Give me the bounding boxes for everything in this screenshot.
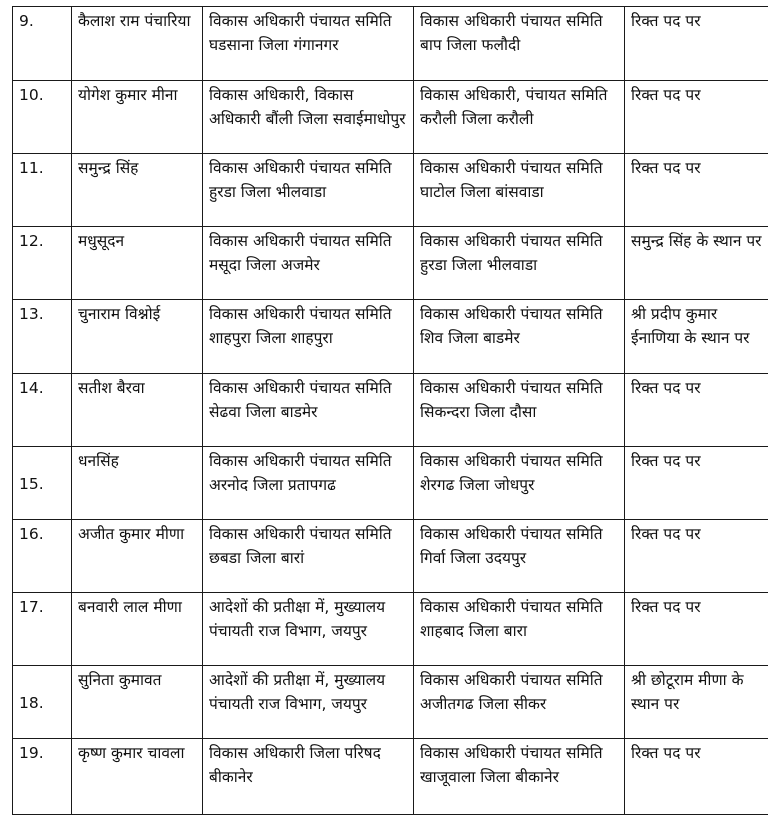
- table-row: [13, 7, 768, 81]
- remark-cell: रिक्त पद पर: [625, 154, 768, 227]
- officer-name-cell: धनसिंह: [72, 447, 203, 520]
- new-posting-cell: विकास अधिकारी पंचायत समिति सिकन्दरा जिला दौसा: [414, 374, 625, 447]
- table-row: [13, 666, 768, 739]
- table-row: [13, 227, 768, 300]
- transfer-order-table: [12, 6, 768, 815]
- current-posting-cell: विकास अधिकारी पंचायत समिति हुरडा जिला भीलवाडा: [203, 154, 414, 227]
- new-posting-cell: विकास अधिकारी पंचायत समिति अजीतगढ जिला सीकर: [414, 666, 625, 739]
- new-posting-cell: विकास अधिकारी पंचायत समिति शाहबाद जिला बारा: [414, 593, 625, 666]
- officer-name-cell: सुनिता कुमावत: [72, 666, 203, 739]
- officer-name-cell: बनवारी लाल मीणा: [72, 593, 203, 666]
- current-posting-cell: विकास अधिकारी पंचायत समिति मसूदा जिला अजमेर: [203, 227, 414, 300]
- remark-cell: श्री छोटूराम मीणा के स्थान पर: [625, 666, 768, 739]
- remark-cell: श्री प्रदीप कुमार ईनाणिया के स्थान पर: [625, 300, 768, 374]
- serial-number-cell: 11.: [13, 154, 72, 227]
- table-row: [13, 447, 768, 520]
- serial-number-cell: 9.: [13, 7, 72, 81]
- new-posting-cell: विकास अधिकारी, पंचायत समिति करौली जिला करौली: [414, 81, 625, 154]
- remark-cell: रिक्त पद पर: [625, 447, 768, 520]
- remark-cell: रिक्त पद पर: [625, 739, 768, 815]
- serial-number-cell: 16.: [13, 520, 72, 593]
- serial-number-cell: 10.: [13, 81, 72, 154]
- officer-name-cell: सतीश बैरवा: [72, 374, 203, 447]
- current-posting-cell: आदेशों की प्रतीक्षा में, मुख्यालय पंचायती राज विभाग, जयपुर: [203, 666, 414, 739]
- remark-cell: रिक्त पद पर: [625, 7, 768, 81]
- current-posting-cell: विकास अधिकारी पंचायत समिति छबडा जिला बारां: [203, 520, 414, 593]
- new-posting-cell: विकास अधिकारी पंचायत समिति गिर्वा जिला उदयपुर: [414, 520, 625, 593]
- officer-name-cell: योगेश कुमार मीना: [72, 81, 203, 154]
- table-row: [13, 81, 768, 154]
- serial-number-cell: 17.: [13, 593, 72, 666]
- officer-name-cell: कैलाश राम पंचारिया: [72, 7, 203, 81]
- serial-number-cell: 19.: [13, 739, 72, 815]
- new-posting-cell: विकास अधिकारी पंचायत समिति घाटोल जिला बांसवाडा: [414, 154, 625, 227]
- serial-number-cell: 15.: [13, 447, 72, 520]
- new-posting-cell: विकास अधिकारी पंचायत समिति शिव जिला बाडमेर: [414, 300, 625, 374]
- remark-cell: रिक्त पद पर: [625, 520, 768, 593]
- serial-number-cell: 14.: [13, 374, 72, 447]
- table-row: [13, 374, 768, 447]
- serial-number-cell: 12.: [13, 227, 72, 300]
- new-posting-cell: विकास अधिकारी पंचायत समिति बाप जिला फलौदी: [414, 7, 625, 81]
- current-posting-cell: विकास अधिकारी पंचायत समिति सेढवा जिला बाडमेर: [203, 374, 414, 447]
- remark-cell: रिक्त पद पर: [625, 374, 768, 447]
- officer-name-cell: चुनाराम विश्नोई: [72, 300, 203, 374]
- new-posting-cell: विकास अधिकारी पंचायत समिति शेरगढ जिला जोधपुर: [414, 447, 625, 520]
- serial-number-cell: 18.: [13, 666, 72, 739]
- officer-name-cell: मधुसूदन: [72, 227, 203, 300]
- new-posting-cell: विकास अधिकारी पंचायत समिति हुरडा जिला भीलवाडा: [414, 227, 625, 300]
- officer-name-cell: समुन्द्र सिंह: [72, 154, 203, 227]
- transfer-table-body: [13, 7, 768, 815]
- remark-cell: रिक्त पद पर: [625, 593, 768, 666]
- table-row: [13, 520, 768, 593]
- serial-number-cell: 13.: [13, 300, 72, 374]
- table-row: [13, 300, 768, 374]
- current-posting-cell: आदेशों की प्रतीक्षा में, मुख्यालय पंचायती राज विभाग, जयपुर: [203, 593, 414, 666]
- current-posting-cell: विकास अधिकारी पंचायत समिति अरनोद जिला प्रतापगढ: [203, 447, 414, 520]
- new-posting-cell: विकास अधिकारी पंचायत समिति खाजूवाला जिला बीकानेर: [414, 739, 625, 815]
- current-posting-cell: विकास अधिकारी, विकास अधिकारी बौंली जिला सवाईमाधोपुर: [203, 81, 414, 154]
- current-posting-cell: विकास अधिकारी जिला परिषद बीकानेर: [203, 739, 414, 815]
- table-row: [13, 739, 768, 815]
- officer-name-cell: कृष्ण कुमार चावला: [72, 739, 203, 815]
- current-posting-cell: विकास अधिकारी पंचायत समिति शाहपुरा जिला शाहपुरा: [203, 300, 414, 374]
- officer-name-cell: अजीत कुमार मीणा: [72, 520, 203, 593]
- current-posting-cell: विकास अधिकारी पंचायत समिति घडसाना जिला गंगानगर: [203, 7, 414, 81]
- remark-cell: समुन्द्र सिंह के स्थान पर: [625, 227, 768, 300]
- table-row: [13, 593, 768, 666]
- table-row: [13, 154, 768, 227]
- remark-cell: रिक्त पद पर: [625, 81, 768, 154]
